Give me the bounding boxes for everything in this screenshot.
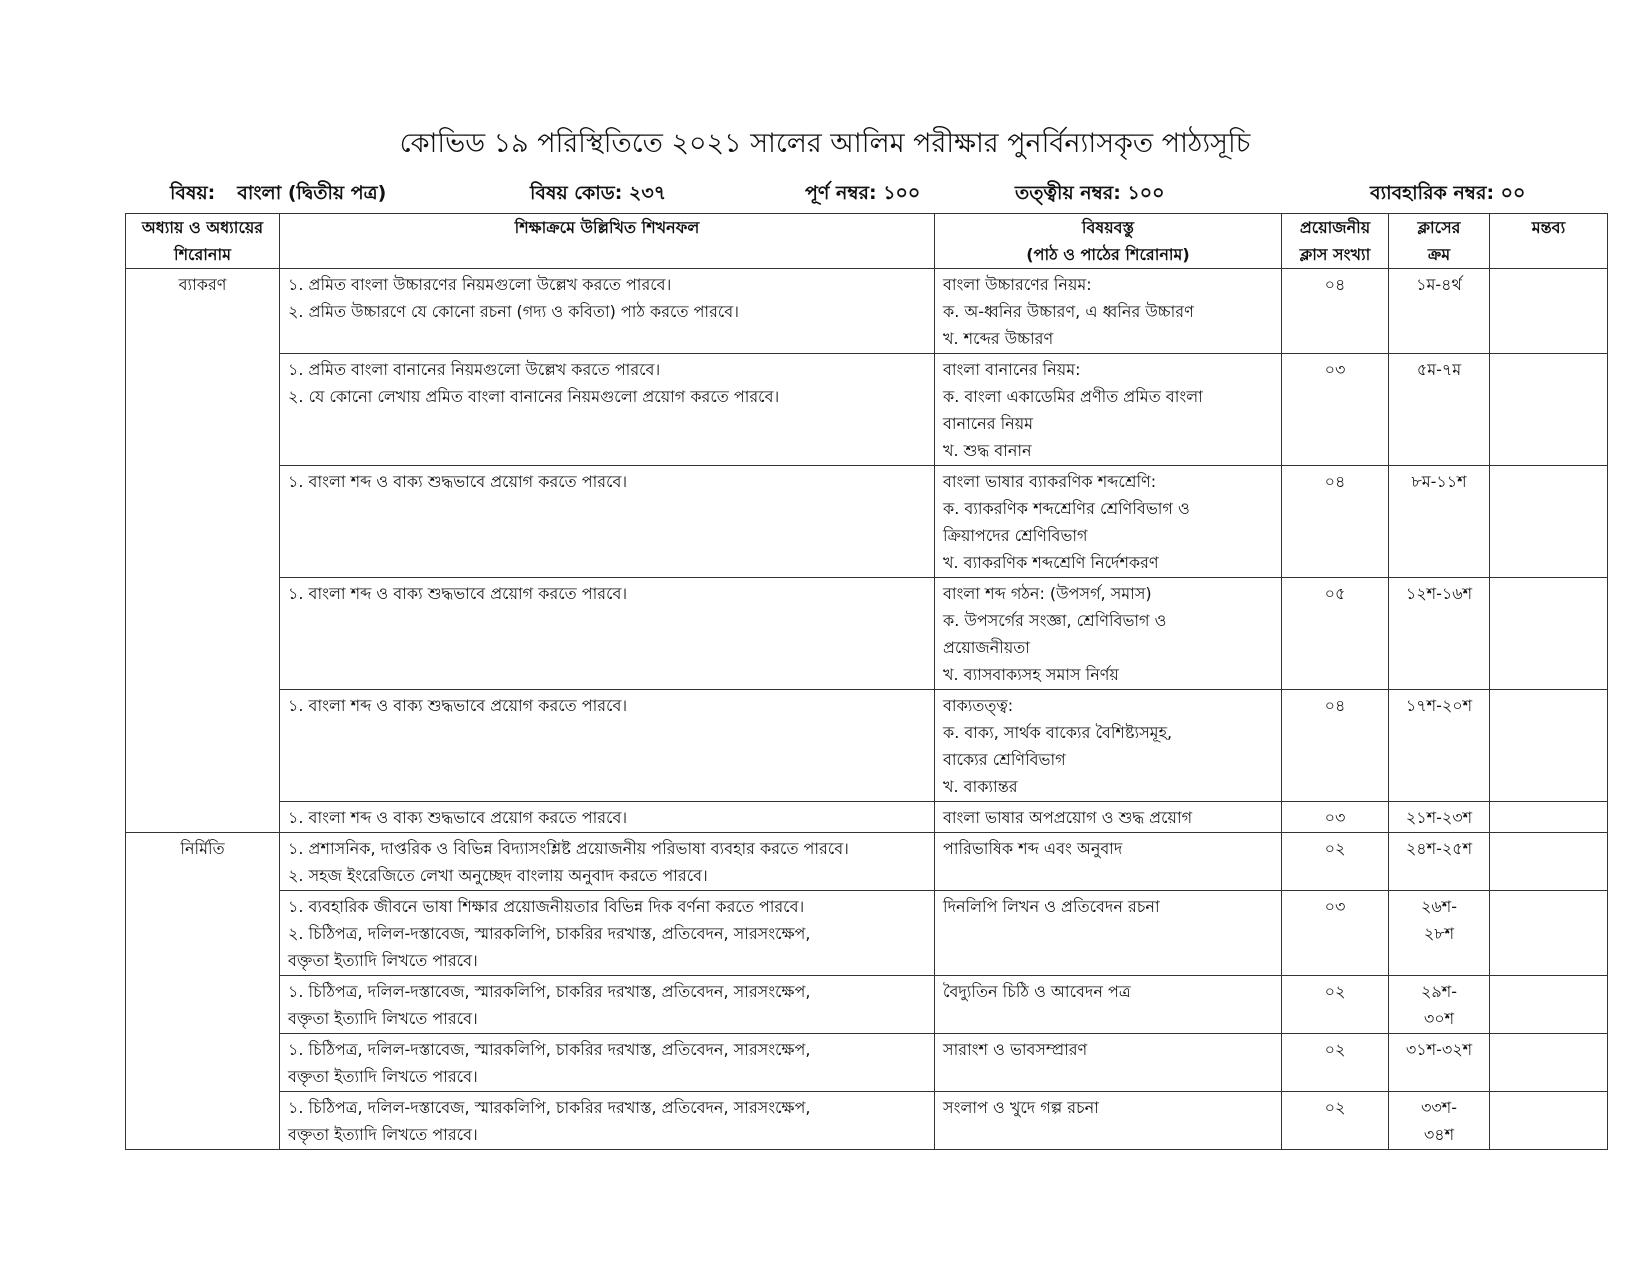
content-cell — [935, 354, 1282, 466]
content-cell — [935, 269, 1282, 354]
outcome-cell-line: ২. চিঠিপত্র, দলিল-দস্তাবেজ, স্মারকলিপি, চাকরির দরখাস্ত, প্রতিবেদন, সারসংক্ষেপ, — [288, 924, 811, 943]
outcome-cell-line: বক্তৃতা ইত্যাদি লিখতে পারবে। — [288, 1009, 478, 1028]
table-row — [126, 466, 1608, 578]
class-sequence-cell — [1389, 802, 1490, 833]
outcome-cell-line: ১. চিঠিপত্র, দলিল-দস্তাবেজ, স্মারকলিপি, চাকরির দরখাস্ত, প্রতিবেদন, সারসংক্ষেপ, — [288, 1098, 811, 1117]
content-cell-line: সংলাপ ও খুদে গল্প রচনা — [943, 1098, 1099, 1117]
outcome-cell — [280, 269, 935, 354]
header-row — [126, 214, 1608, 269]
content-cell-line: বাংলা শব্দ গঠন: (উপসর্গ, সমাস) — [943, 584, 1152, 603]
table-row — [126, 269, 1608, 354]
outcome-cell — [280, 466, 935, 578]
content-cell-line: বাক্যের শ্রেণিবিভাগ — [943, 750, 1066, 769]
class-count: ০৫ — [1324, 584, 1346, 603]
class-sequence-cell-line: ৩১শ-৩২শ — [1405, 1040, 1473, 1059]
class-sequence-cell-line: ১২শ-১৬শ — [1405, 584, 1473, 603]
content-cell — [935, 578, 1282, 690]
outcome-cell-line: ১. বাংলা শব্দ ও বাক্য শুদ্ধভাবে প্রয়োগ করতে পারবে। — [288, 472, 628, 491]
outcome-cell — [280, 1034, 935, 1092]
outcome-cell-line: ২. সহজ ইংরেজিতে লেখা অনুচ্ছেদ বাংলায় অনুবাদ করতে পারবে। — [288, 866, 708, 885]
class-sequence-cell-line: ৩৪শ — [1423, 1125, 1455, 1144]
class-count: ০৩ — [1324, 897, 1346, 916]
table-body — [126, 269, 1608, 1150]
class-sequence-cell-line: ৫ম-৭ম — [1416, 360, 1462, 379]
outcome-cell — [280, 833, 935, 891]
content-cell-line: দিনলিপি লিখন ও প্রতিবেদন রচনা — [943, 897, 1160, 916]
class-count-cell — [1282, 690, 1389, 802]
content-cell — [935, 1092, 1282, 1150]
content-cell-line: ক. বাক্য, সার্থক বাক্যের বৈশিষ্ট্যসমূহ, — [943, 723, 1173, 742]
outcome-cell-line: ১. বাংলা শব্দ ও বাক্য শুদ্ধভাবে প্রয়োগ করতে পারবে। — [288, 808, 628, 827]
class-count: ০৩ — [1324, 808, 1346, 827]
content-cell — [935, 802, 1282, 833]
content-cell — [935, 976, 1282, 1034]
subject-code: বিষয় কোড: ২৩৭ — [530, 182, 667, 204]
class-sequence-cell — [1389, 891, 1490, 976]
chapter-title: নির্মিতি — [180, 839, 225, 858]
content-cell-line: বাংলা ভাষার অপপ্রয়োগ ও শুদ্ধ প্রয়োগ — [943, 808, 1193, 827]
class-sequence-cell-line: ১ম-৪র্থ — [1416, 275, 1462, 294]
table-row — [126, 802, 1608, 833]
content-cell-line: বাংলা বানানের নিয়ম: — [943, 360, 1081, 379]
outcome-cell-line: বক্তৃতা ইত্যাদি লিখতে পারবে। — [288, 951, 478, 970]
class-sequence-cell-line: ১৭শ-২০শ — [1405, 696, 1473, 715]
content-cell-line: বাংলা ভাষার ব্যাকরণিক শব্দশ্রেণি: — [943, 472, 1157, 491]
chapter-cell — [126, 269, 280, 833]
class-count-cell — [1282, 578, 1389, 690]
table-row — [126, 690, 1608, 802]
class-sequence-cell — [1389, 269, 1490, 354]
content-cell-line: খ. ব্যাকরণিক শব্দশ্রেণি নির্দেশকরণ — [943, 553, 1159, 572]
remarks-cell — [1490, 802, 1608, 833]
class-sequence-cell — [1389, 690, 1490, 802]
remarks-cell — [1490, 690, 1608, 802]
remarks-cell — [1490, 1092, 1608, 1150]
outcome-cell-line: ১. চিঠিপত্র, দলিল-দস্তাবেজ, স্মারকলিপি, চাকরির দরখাস্ত, প্রতিবেদন, সারসংক্ষেপ, — [288, 1040, 811, 1059]
outcome-cell — [280, 354, 935, 466]
page-title: কোভিড ১৯ পরিস্থিতিতে ২০২১ সালের আলিম পরীক্ষার পুনর্বিন্যাসকৃত পাঠ্যসূচি — [399, 128, 1251, 159]
chapter-title: ব্যাকরণ — [178, 275, 227, 294]
content-cell-line: ক্রিয়াপদের শ্রেণিবিভাগ — [943, 526, 1088, 545]
class-count-cell — [1282, 466, 1389, 578]
content-cell — [935, 1034, 1282, 1092]
chapter-cell — [126, 833, 280, 1150]
outcome-cell-line: বক্তৃতা ইত্যাদি লিখতে পারবে। — [288, 1125, 478, 1144]
class-sequence-cell-line: ২৪শ-২৫শ — [1405, 839, 1473, 858]
content-cell-line: সারাংশ ও ভাবসম্প্রারণ — [943, 1040, 1088, 1059]
class-sequence-cell — [1389, 1034, 1490, 1092]
table-row — [126, 833, 1608, 891]
content-cell-line: বাংলা উচ্চারণের নিয়ম: — [943, 275, 1092, 294]
class-count-cell — [1282, 891, 1389, 976]
practical-marks: ব্যাবহারিক নম্বর: ০০ — [1370, 182, 1526, 204]
content-cell-line: ক. অ-ধ্বনির উচ্চারণ, এ ধ্বনির উচ্চারণ — [943, 302, 1194, 321]
class-sequence-cell-line: ৮ম-১১শ — [1411, 472, 1467, 491]
subject-label: বিষয়: — [170, 182, 216, 204]
class-sequence-cell-line: ২৬শ- — [1420, 897, 1458, 916]
class-sequence-cell — [1389, 354, 1490, 466]
table-row — [126, 354, 1608, 466]
outcome-cell-line: ১. প্রমিত বাংলা উচ্চারণের নিয়মগুলো উল্লেখ করতে পারবে। — [288, 275, 672, 294]
remarks-cell — [1490, 269, 1608, 354]
content-cell — [935, 833, 1282, 891]
outcome-cell-line: ১. বাংলা শব্দ ও বাক্য শুদ্ধভাবে প্রয়োগ করতে পারবে। — [288, 696, 628, 715]
content-cell-line: বানানের নিয়ম — [943, 414, 1034, 433]
content-cell-line: বৈদ্যুতিন চিঠি ও আবেদন পত্র — [943, 982, 1131, 1001]
header-chapter: অধ্যায় ও অধ্যায়ের শিরোনাম — [126, 214, 280, 269]
class-count-cell — [1282, 269, 1389, 354]
content-cell — [935, 690, 1282, 802]
outcome-cell — [280, 976, 935, 1034]
remarks-cell — [1490, 354, 1608, 466]
table-row — [126, 976, 1608, 1034]
class-count: ০২ — [1324, 839, 1346, 858]
class-sequence-cell — [1389, 1092, 1490, 1150]
class-sequence-cell — [1389, 466, 1490, 578]
header-classes: প্রয়োজনীয় ক্লাস সংখ্যা — [1282, 214, 1389, 269]
remarks-cell — [1490, 578, 1608, 690]
class-sequence-cell-line: ৩০শ — [1423, 1009, 1455, 1028]
remarks-cell — [1490, 891, 1608, 976]
class-sequence-cell — [1389, 833, 1490, 891]
class-count: ০২ — [1324, 1040, 1346, 1059]
class-count-cell — [1282, 1092, 1389, 1150]
content-cell-line: খ. শুদ্ধ বানান — [943, 441, 1032, 460]
content-cell-line: ক. ব্যাকরণিক শব্দশ্রেণির শ্রেণিবিভাগ ও — [943, 499, 1190, 518]
header-remarks: মন্তব্য — [1490, 214, 1608, 269]
theory-marks: তত্ত্বীয় নম্বর: ১০০ — [1015, 182, 1165, 204]
class-count: ০৪ — [1324, 696, 1346, 715]
class-sequence-cell — [1389, 976, 1490, 1034]
class-count-cell — [1282, 833, 1389, 891]
outcome-cell-line: বক্তৃতা ইত্যাদি লিখতে পারবে। — [288, 1067, 478, 1086]
remarks-cell — [1490, 976, 1608, 1034]
remarks-cell — [1490, 1034, 1608, 1092]
remarks-cell — [1490, 466, 1608, 578]
class-count-cell — [1282, 354, 1389, 466]
remarks-cell — [1490, 833, 1608, 891]
content-cell-line: পারিভাষিক শব্দ এবং অনুবাদ — [943, 839, 1123, 858]
outcome-cell — [280, 802, 935, 833]
class-sequence-cell-line: ২১শ-২৩শ — [1405, 808, 1473, 827]
content-cell-line: বাক্যতত্ত্ব: — [943, 696, 1014, 715]
class-count: ০২ — [1324, 982, 1346, 1001]
outcome-cell-line: ২. প্রমিত উচ্চারণে যে কোনো রচনা (গদ্য ও কবিতা) পাঠ করতে পারবে। — [288, 302, 739, 321]
class-count: ০৪ — [1324, 275, 1346, 294]
class-sequence-cell — [1389, 578, 1490, 690]
class-count-cell — [1282, 976, 1389, 1034]
outcome-cell — [280, 1092, 935, 1150]
content-cell-line: প্রয়োজনীয়তা — [943, 638, 1030, 657]
content-cell-line: ক. বাংলা একাডেমির প্রণীত প্রমিত বাংলা — [943, 387, 1203, 406]
outcome-cell — [280, 690, 935, 802]
content-cell — [935, 466, 1282, 578]
class-sequence-cell-line: ৩৩শ- — [1420, 1098, 1458, 1117]
class-sequence-cell-line: ২৯শ- — [1420, 982, 1458, 1001]
outcome-cell-line: ১. বাংলা শব্দ ও বাক্য শুদ্ধভাবে প্রয়োগ করতে পারবে। — [288, 584, 628, 603]
syllabus-table — [125, 213, 1608, 1150]
content-cell-line: ক. উপসর্গের সংজ্ঞা, শ্রেণিবিভাগ ও — [943, 611, 1167, 630]
outcome-cell — [280, 578, 935, 690]
class-count: ০৩ — [1324, 360, 1346, 379]
outcome-cell-line: ১. ব্যবহারিক জীবনে ভাষা শিক্ষার প্রয়োজনীয়তার বিভিন্ন দিক বর্ণনা করতে পারবে। — [288, 897, 805, 916]
subject-value: বাংলা (দ্বিতীয় পত্র) — [237, 182, 387, 204]
full-marks: পূর্ণ নম্বর: ১০০ — [805, 182, 921, 204]
class-count: ০৪ — [1324, 472, 1346, 491]
header-sequence: ক্লাসের ক্রম — [1389, 214, 1490, 269]
table-row — [126, 578, 1608, 690]
content-cell-line: খ. বাক্যান্তর — [943, 777, 1018, 796]
outcome-cell-line: ১. চিঠিপত্র, দলিল-দস্তাবেজ, স্মারকলিপি, চাকরির দরখাস্ত, প্রতিবেদন, সারসংক্ষেপ, — [288, 982, 811, 1001]
header-outcomes: শিক্ষাক্রমে উল্লিখিত শিখনফল — [280, 214, 935, 269]
outcome-cell-line: ১. প্রশাসনিক, দাপ্তরিক ও বিভিন্ন বিদ্যাসংশ্লিষ্ট প্রয়োজনীয় পরিভাষা ব্যবহার করতে পারবে। — [288, 839, 849, 858]
content-cell-line: খ. শব্দের উচ্চারণ — [943, 329, 1054, 348]
class-count-cell — [1282, 802, 1389, 833]
outcome-cell-line: ২. যে কোনো লেখায় প্রমিত বাংলা বানানের নিয়মগুলো প্রয়োগ করতে পারবে। — [288, 387, 780, 406]
content-cell — [935, 891, 1282, 976]
subject-meta — [170, 180, 386, 206]
outcome-cell-line: ১. প্রমিত বাংলা বানানের নিয়মগুলো উল্লেখ করতে পারবে। — [288, 360, 661, 379]
table-row — [126, 891, 1608, 976]
class-sequence-cell-line: ২৮শ — [1423, 924, 1455, 943]
content-cell-line: খ. ব্যাসবাক্যসহ সমাস নির্ণয় — [943, 665, 1119, 684]
outcome-cell — [280, 891, 935, 976]
table-row — [126, 1034, 1608, 1092]
table-row — [126, 1092, 1608, 1150]
class-count-cell — [1282, 1034, 1389, 1092]
class-count: ০২ — [1324, 1098, 1346, 1117]
header-content: বিষয়বস্তু (পাঠ ও পাঠের শিরোনাম) — [935, 214, 1282, 269]
